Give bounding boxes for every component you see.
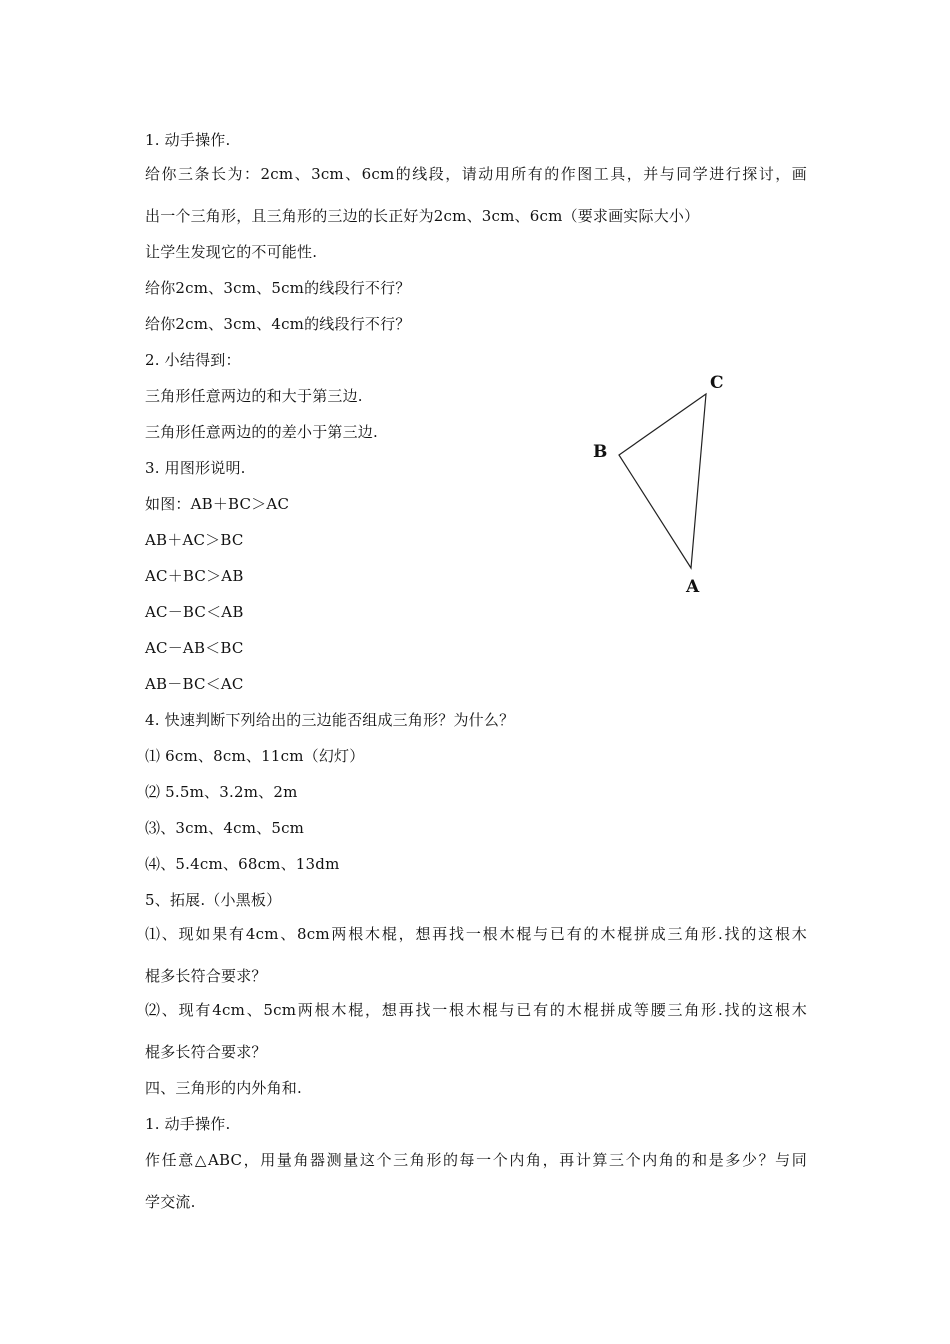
exercise-item: ⑴ 6cm、8cm、11cm（幻灯） (145, 747, 365, 765)
triangle-abc (619, 394, 706, 568)
step-1-heading: 1. 动手操作. (145, 1115, 231, 1133)
triangle-figure (585, 368, 735, 603)
inequality-line: AB＋AC＞BC (145, 531, 244, 549)
inequality-line: AB－BC＜AC (145, 675, 244, 693)
vertex-label-c: C (710, 373, 724, 393)
question-line: 给你2cm、3cm、5cm的线段行不行？ (145, 279, 411, 297)
inequality-line: 如图：AB＋BC＞AC (145, 495, 290, 513)
rule-line: 三角形任意两边的和大于第三边. (145, 387, 363, 405)
inequality-line: AC－BC＜AB (145, 603, 244, 621)
question-line: 给你2cm、3cm、4cm的线段行不行？ (145, 315, 411, 333)
step-2-heading: 2. 小结得到： (145, 351, 241, 369)
extension-item-cont: 棍多长符合要求？ (145, 967, 267, 985)
exercise-item: ⑶、3cm、4cm、5cm (145, 819, 305, 837)
paragraph-line: 学交流. (145, 1193, 196, 1211)
triangle-diagram (585, 368, 735, 603)
extension-item-cont: 棍多长符合要求？ (145, 1043, 267, 1061)
inequality-line: AC－AB＜BC (145, 639, 244, 657)
paragraph-line: 出一个三角形，且三角形的三边的长正好为2cm、3cm、6cm（要求画实际大小） (145, 207, 700, 225)
exercise-item: ⑷、5.4cm、68cm、13dm (145, 855, 340, 873)
paragraph-line: 作任意△ABC，用量角器测量这个三角形的每一个内角，再计算三个内角的和是多少？与同 (145, 1151, 807, 1169)
step-4-heading: 4. 快速判断下列给出的三边能否组成三角形？为什么？ (145, 711, 515, 729)
vertex-label-a: A (686, 577, 700, 597)
step-3-heading: 3. 用图形说明. (145, 459, 246, 477)
paragraph-line: 让学生发现它的不可能性. (145, 243, 318, 261)
section-4-heading: 四、三角形的内外角和. (145, 1079, 302, 1097)
paragraph-line: 给你三条长为：2cm、3cm、6cm的线段，请动用所有的作图工具，并与同学进行探讨，画 (145, 165, 807, 183)
step-1-heading: 1. 动手操作. (145, 131, 231, 149)
rule-line: 三角形任意两边的的差小于第三边. (145, 423, 378, 441)
vertex-label-b: B (593, 442, 608, 462)
extension-item: ⑵、现有4cm、5cm两根木棍，想再找一根木棍与已有的木棍拼成等腰三角形.找的这根木 (145, 1001, 807, 1019)
inequality-line: AC＋BC＞AB (145, 567, 244, 585)
step-5-heading: 5、拓展.（小黑板） (145, 891, 282, 909)
extension-item: ⑴、现如果有4cm、8cm两根木棍，想再找一根木棍与已有的木棍拼成三角形.找的这根木 (145, 925, 807, 943)
exercise-item: ⑵ 5.5m、3.2m、2m (145, 783, 298, 801)
